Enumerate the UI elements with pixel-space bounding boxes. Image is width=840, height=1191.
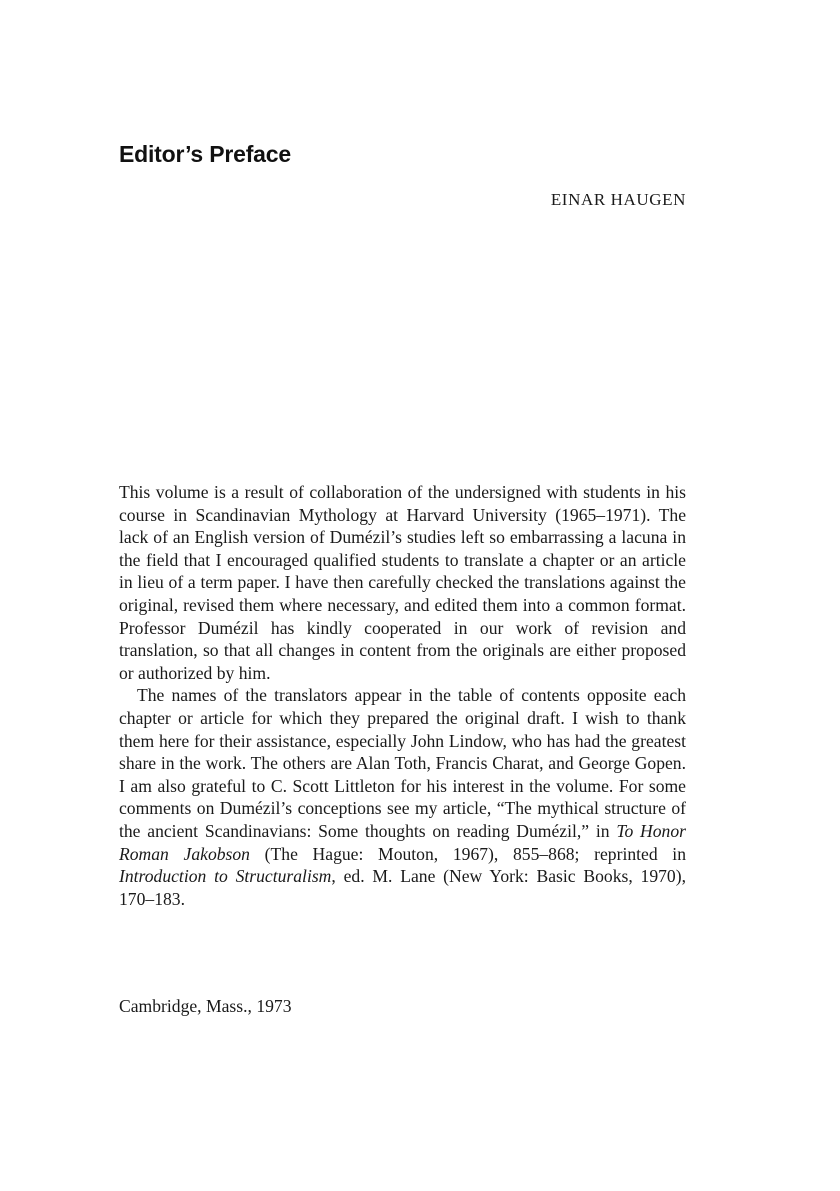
book-title-jakobson: To Honor Roman Jakobson xyxy=(119,820,686,864)
paragraph-2-text-a: The names of the translators appear in the table of contents opposite each chapter or article for which they prepared the original draft. I wish to thank them here for their assistance, especially John Lindow, who has had the greatest share in the work. The others are Alan Toth, Francis Charat, and George Gopen. I am also grateful to C. Scott Littleton for his interest in the volume. For some comments on Dumézil’s conceptions see my article, “The mythical structure of the ancient Scandinavians: Some thoughts on reading Dumézil,” in xyxy=(119,685,686,841)
paragraph-2-text-c: , ed. M. Lane (New York: Basic Books, 1970), 170–183. xyxy=(119,866,686,909)
paragraph-2 xyxy=(119,684,686,910)
paragraph-1: This volume is a result of collaboration of the undersigned with students in his course in Scandinavian Mythology at Harvard University (1965–1971). The lack of an English version of Dumézil’s studies left so embarrassing a lacuna in the field that I encouraged qualified students to translate a chapter or an article in lieu of a term paper. I have then carefully checked the translations against the original, revised them where necessary, and edited them into a common format. Professor Dumézil has kindly cooperated in our work of revision and translation, so that all changes in content from the originals are either proposed or authorized by him. xyxy=(119,482,686,683)
author-name: EINAR HAUGEN xyxy=(550,190,686,209)
place-date-signoff: Cambridge, Mass., 1973 xyxy=(119,996,292,1016)
paragraph-2-text-b: (The Hague: Mouton, 1967), 855–868; reprinted in xyxy=(249,843,686,864)
book-title-structuralism: Introduction to Structuralism xyxy=(119,866,332,887)
preface-body xyxy=(119,481,686,910)
page-title: Editor’s Preface xyxy=(119,141,291,167)
